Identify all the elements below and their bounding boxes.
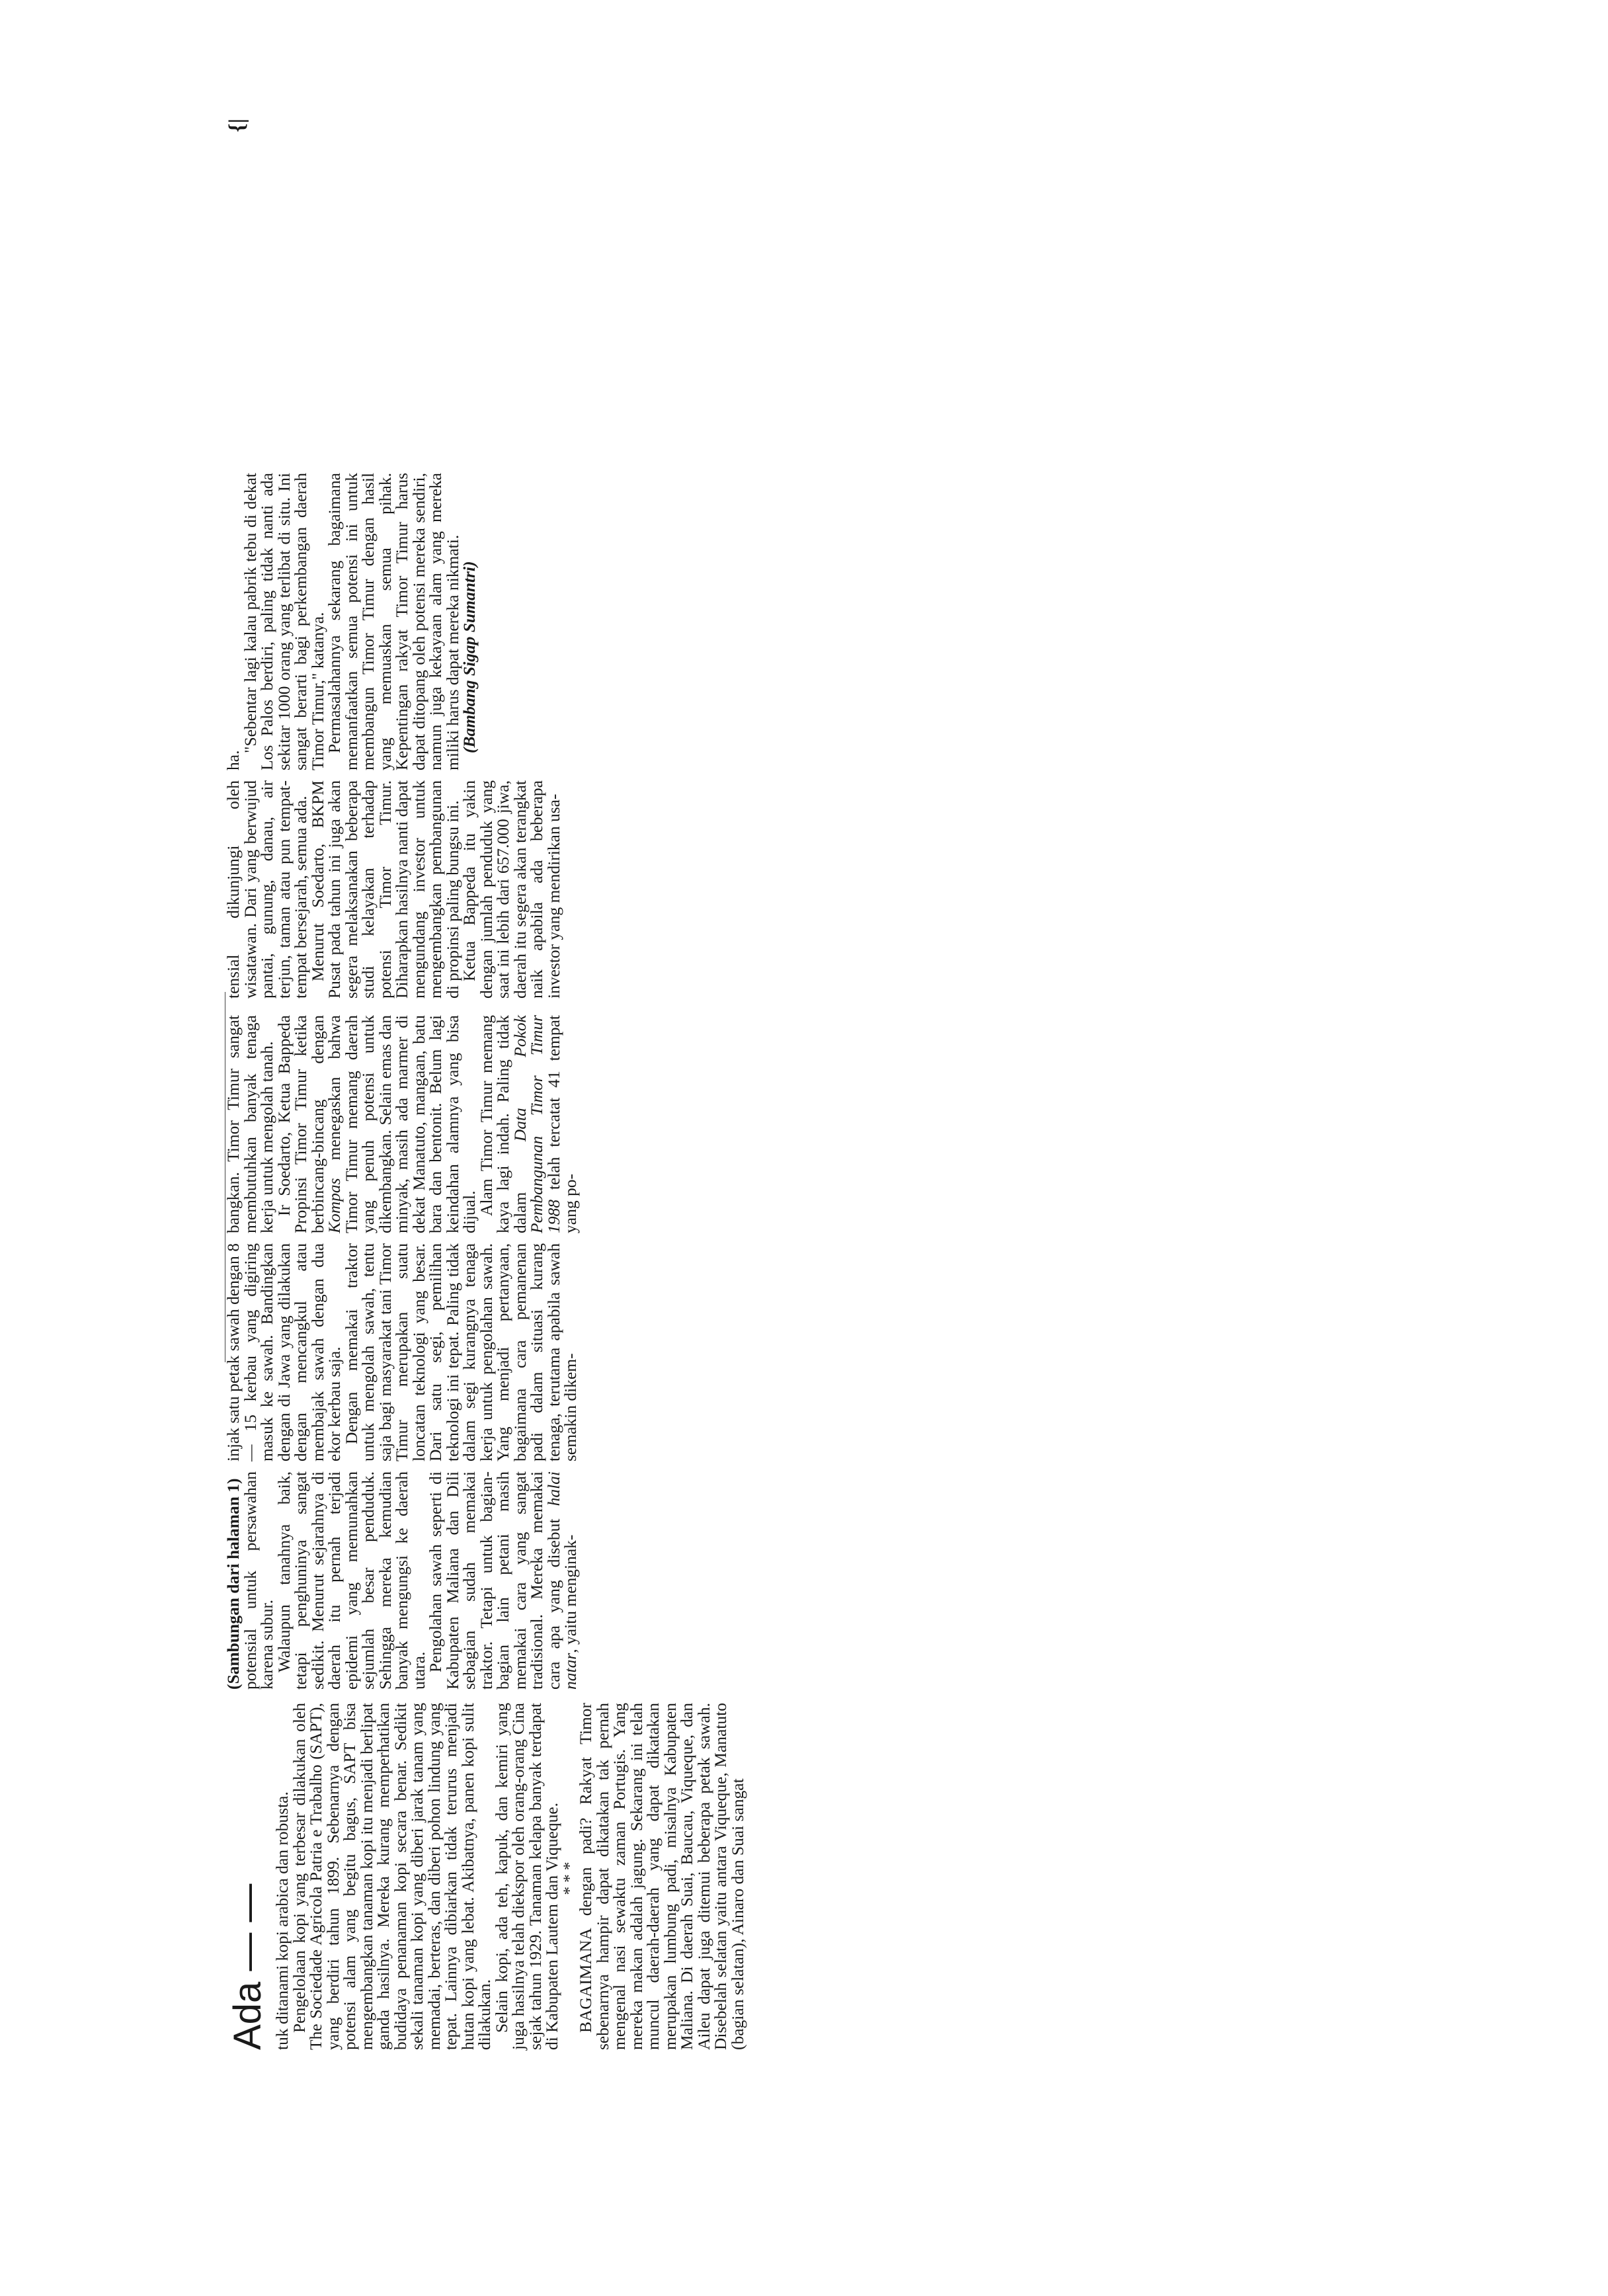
newspaper-clipping [223, 106, 747, 2050]
italic-term: Data Pokok Pembangunan Timor Timur 1988 [510, 1015, 563, 1233]
paragraph: Walaupun tanahnya baik, tetapi penghuninya sangat sedikit. Menurut sejarahnya di daerah itu pernah terjadi epidemi yang memunahkan sejumlah besar penduduk. Sehingga mereka kemudian banyak mengungsi ke daerah utara. [274, 1471, 428, 1690]
italic-term: Kompas [325, 1178, 344, 1233]
paragraph [427, 1471, 579, 1690]
paragraph: Dengan memakai traktor untuk mengolah sawah, tentu saja bagi masyarakat tani Timor Timur merupakan suatu loncatan teknologi yang besar. Dari satu segi, pemilihan teknologi ini tepat. Paling tidak dalam segi kurangnya tenaga kerja untuk pengolahan sawah. Yang menjadi pertanyaan, bagaimana cara pemanenan padi dalam situasi kurang tenaga, terutama apabila sawah semakin dikem- [341, 1243, 580, 1461]
paragraph: "Sebentar lagi kalau pabrik tebu di dekat Los Palos berdiri, paling tidak nanti ada sekitar 1000 orang yang terlibat di situ. Ini sangat berarti bagi perkembangan daerah Timor Timur," katanya. [240, 473, 327, 770]
section-separator: *** [559, 1858, 579, 1895]
paragraph: ha. [223, 750, 243, 770]
column-2 [225, 1471, 579, 1690]
paragraph: bangkan. Timor Timur sangat membutuhkan banyak tenaga kerja untuk mengolah tanah. [223, 1015, 276, 1233]
paragraph: Permasalahannya sekarang bagaimana memanfaatkan semua potensi ini untuk membangun Timor Timur dengan hasil yang memuaskan semua pihak. Kepentingan rakyat Timor Timur harus dapat ditopang oleh potensi mereka sendiri, namun juga kekayaan alam yang mereka miliki harus dapat mereka nikmati. [325, 473, 462, 770]
lead-in: BAGAIMANA [576, 1928, 595, 2033]
paragraph: potensial untuk persawahan karena subur. [240, 1471, 276, 1690]
paragraph: tuk ditanami kopi arabica dan robusta. [272, 1791, 292, 2050]
column-4 [225, 1015, 579, 1233]
paragraph: Ketua Bappeda itu yakin dengan jumlah penduduk yang saat ini lebih dari 657.000 jiwa, daerah itu segera akan terangkat naik apabila ada beberapa investor yang mendirikan usa- [460, 780, 563, 999]
paragraph [276, 1015, 478, 1233]
paragraph: Pengelolaan kopi yang terbesar dilakukan oleh The Sociedade Agricola Patria e Trabalho (SAPT), yang berdiri tahun 1899. Sebenarnya dengan potensi alam yang begitu bagus, SAPT bisa mengembangkan tanaman kopi itu menjadi berlipat ganda hasilnya. Mereka kurang memperhatikan budidaya penanaman kopi secara benar. Sedikit sekali tanaman kopi yang diberi jarak tanam yang memadai, berteras, dan diberi pohon lindung yang tepat. Lainnya dibiarkan tidak terurus menjadi hutan kopi yang lebat. Akibatnya, panen kopi sulit dilakukan. [289, 1703, 494, 2050]
paragraph-text: Ir Soedarto, Ketua Bappeda Propinsi Timor Timur ketika berbincang-bincang dengan [274, 1015, 327, 1233]
column-5 [225, 780, 562, 999]
byline: (Bambang Sigap Sumantri) [460, 561, 479, 753]
paragraph-text: menegaskan bahwa Timor Timur memang daerah yang penuh potensi untuk dikembangkan. Selain emas dan minyak, masih ada marmer di dekat Manatuto, mangaan, batu bara dan bentonit. Belum lagi keindahan alamnya yang bisa dijual. [325, 1015, 479, 1233]
continuation-label: (Sambungan dari halaman 1) [223, 1478, 243, 1690]
headline: Ada — — [226, 1883, 269, 2050]
paragraph-text: telah tercatat 41 tempat yang po- [543, 1014, 580, 1233]
paragraph: tensial dikunjungi oleh wisatawan. Dari yang berwujud pantai, gunung, danau, air terjun, taman atau pun tempat-tempat bersejarah, semua ada. [223, 780, 310, 999]
italic-term: halai natar [543, 1471, 580, 1690]
column-6 [225, 473, 478, 770]
paragraph-text: dengan padi? Rakyat Timor sebenarnya hampir dapat dikatakan tak pernah mengenal nasi sewaktu zaman Portugis. Yang mereka makan adalah jagung. Sekarang ini telah muncul daerah-daerah yang dapat dikatakan merupakan lumbung padi, misalnya Kabupaten Maliana. Di daerah Suai, Baucau, Viqueque, dan Aileu dapat juga ditemui beberapa petak sawah. Disebelah selatan yaitu antara Viqueque, Manatuto (bagian selatan), Ainaro dan Suai sangat [576, 1702, 747, 2050]
paragraph [577, 1703, 746, 2050]
paragraph: Selain kopi, ada teh, kapuk, dan kemiri yang juga hasilnya telah diekspor oleh orang-orang Cina sejak tahun 1929. Tanaman kelapa banyak terdapat di Kabupaten Lautem dan Viqueque. [491, 1703, 561, 2050]
paragraph-text: , yaitu menginak- [561, 1534, 580, 1653]
paragraph-text: Alam Timor Timur memang kaya lagi indah. Paling tidak dalam [476, 1015, 530, 1233]
corner-mark: {| [225, 118, 249, 132]
paragraph: Menurut Soedarto, BKPM Pusat pada tahun ini juga akan segera melaksanakan beberapa studi kelayakan terhadap potensi Timor Timur. Diharapkan hasilnya nanti dapat mengundang investor untuk mengembangkan pembangunan di propinsi paling bungsu ini. [307, 780, 462, 999]
paragraph-text: Pengolahan sawah seperti di Kabupaten Maliana dan Dili sebagian sudah memakai traktor. Tetapi untuk bagian-bagian lain petani masih memakai cara yang sangat tradisional. Mereka memakai cara apa yang disebut [426, 1471, 563, 1690]
paragraph: injak satu petak sawah dengan 8 — 15 kerbau yang digiring masuk ke sawah. Bandingkan dengan di Jawa yang dilakukan dengan mencangkul atau membajak sawah dengan dua ekor kerbau saja. [223, 1243, 344, 1461]
column-3 [225, 1243, 579, 1461]
paragraph [478, 1015, 579, 1233]
column-1 [225, 1703, 746, 2050]
